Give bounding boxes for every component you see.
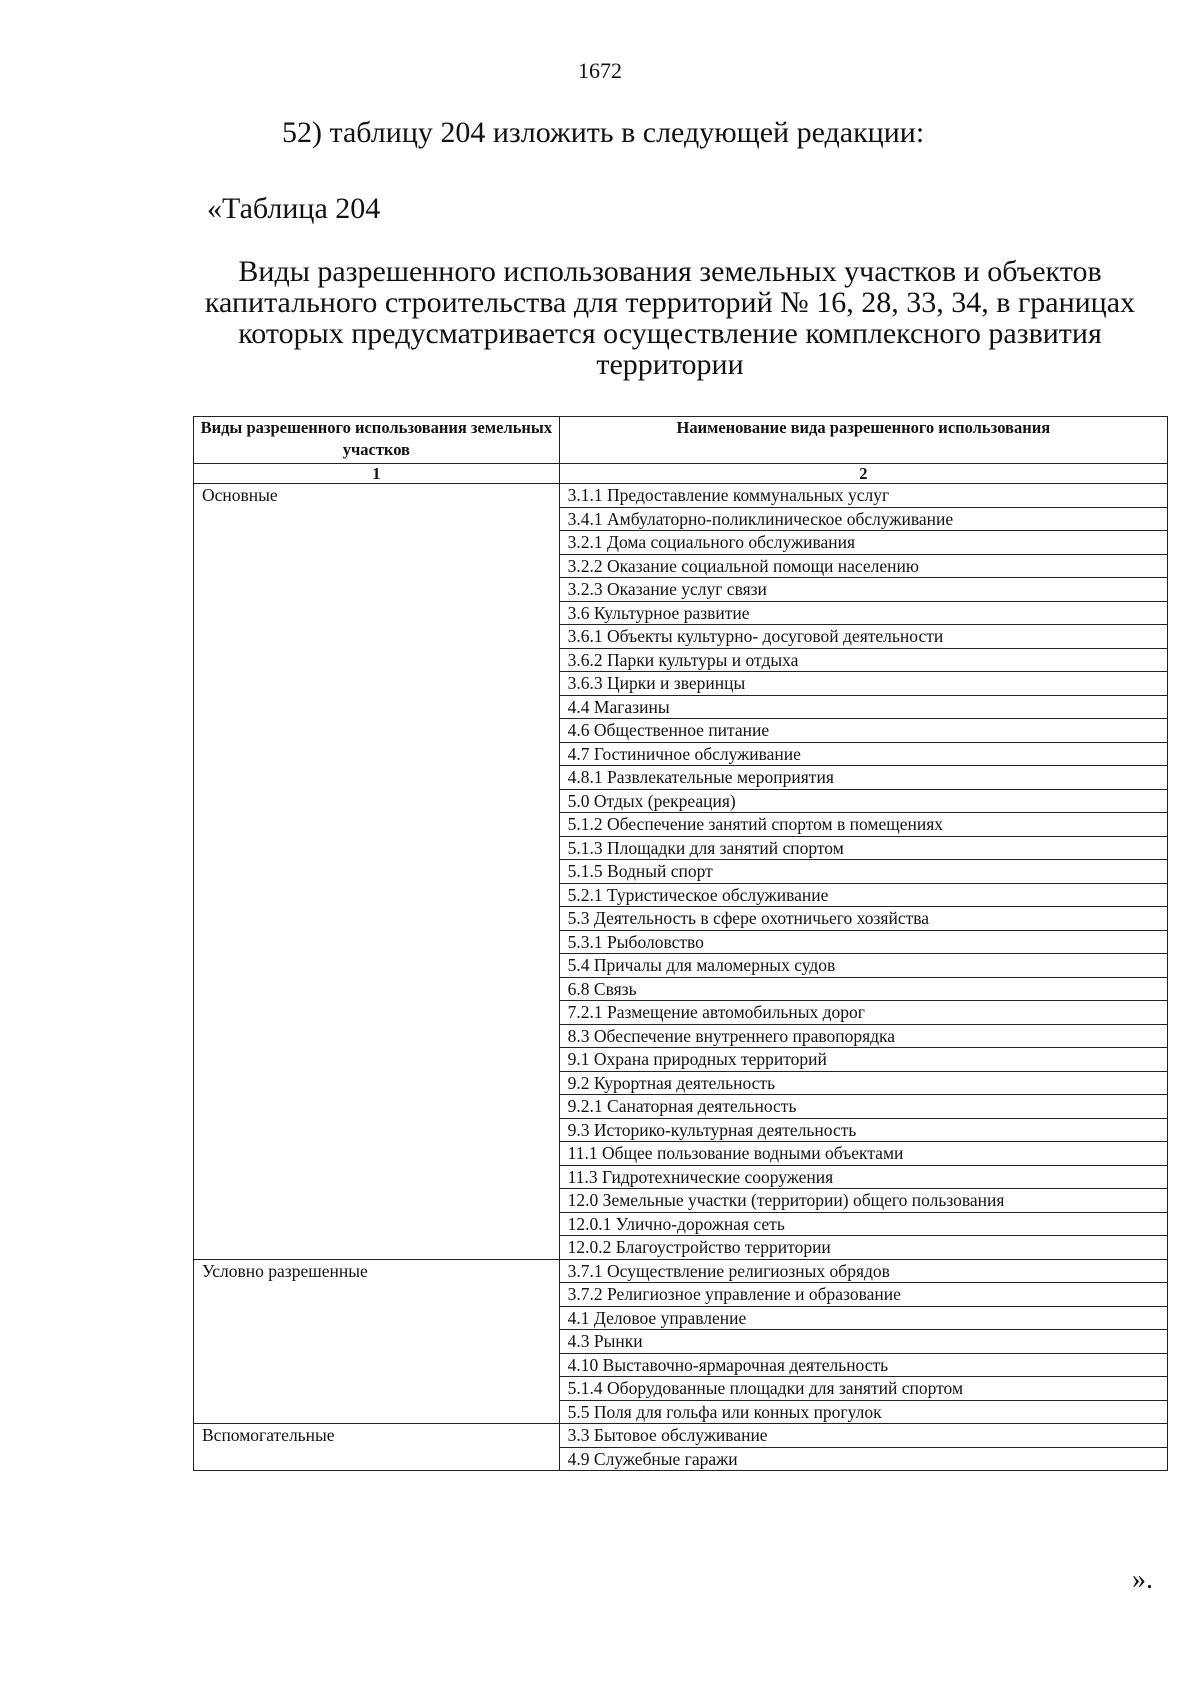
use-type-cell: 5.5 Поля для гольфа или конных прогулок xyxy=(559,1400,1167,1424)
use-type-cell: 4.4 Магазины xyxy=(559,695,1167,719)
use-type-cell: 5.3 Деятельность в сфере охотничьего хозяйства xyxy=(559,907,1167,931)
use-type-cell: 3.2.3 Оказание услуг связи xyxy=(559,578,1167,602)
land-use-table xyxy=(193,416,1168,1471)
use-type-cell: 6.8 Связь xyxy=(559,977,1167,1001)
table-caption xyxy=(200,256,1140,380)
use-type-cell: 5.1.3 Площадки для занятий спортом xyxy=(559,836,1167,860)
use-type-cell: 7.2.1 Размещение автомобильных дорог xyxy=(559,1001,1167,1025)
group-name: Условно разрешенные xyxy=(194,1259,560,1424)
use-type-cell: 3.2.1 Дома социального обслуживания xyxy=(559,531,1167,555)
use-type-cell: 3.6 Культурное развитие xyxy=(559,601,1167,625)
use-type-cell: 4.3 Рынки xyxy=(559,1330,1167,1354)
use-type-cell: 11.3 Гидротехнические сооружения xyxy=(559,1165,1167,1189)
use-type-cell: 4.7 Гостиничное обслуживание xyxy=(559,742,1167,766)
use-type-cell: 3.6.1 Объекты культурно- досуговой деятельности xyxy=(559,625,1167,649)
caption-line: территории xyxy=(596,348,744,381)
use-type-cell: 4.8.1 Развлекательные мероприятия xyxy=(559,766,1167,790)
use-type-cell: 3.1.1 Предоставление коммунальных услуг xyxy=(559,484,1167,508)
use-type-cell: 3.4.1 Амбулаторно-поликлиническое обслуживание xyxy=(559,507,1167,531)
group-name: Основные xyxy=(194,484,560,1260)
table-row xyxy=(194,484,1168,508)
header-row xyxy=(194,417,1168,464)
header-land-use-types: Виды разрешенного использования земельных участков xyxy=(194,417,560,464)
caption-line: которых предусматривается осуществление комплексного развития xyxy=(238,317,1102,350)
use-type-cell: 4.9 Служебные гаражи xyxy=(559,1447,1167,1471)
table-row xyxy=(194,1424,1168,1448)
use-type-cell: 9.1 Охрана природных территорий xyxy=(559,1048,1167,1072)
use-type-cell: 5.2.1 Туристическое обслуживание xyxy=(559,883,1167,907)
table-row xyxy=(194,1259,1168,1283)
column-number-row xyxy=(194,464,1168,484)
caption-line: капитального строительства для территорий № 16, 28, 33, 34, в границах xyxy=(204,286,1136,319)
caption-line: Виды разрешенного использования земельных участков и объектов xyxy=(238,255,1102,288)
instruction-text: 52) таблицу 204 изложить в следующей редакции: xyxy=(282,116,925,149)
use-type-cell: 5.1.4 Оборудованные площадки для занятий спортом xyxy=(559,1377,1167,1401)
table-label: «Таблица 204 xyxy=(207,192,381,225)
column-number: 1 xyxy=(194,464,560,484)
use-type-cell: 12.0.2 Благоустройство территории xyxy=(559,1236,1167,1260)
use-type-cell: 12.0.1 Улично-дорожная сеть xyxy=(559,1212,1167,1236)
use-type-cell: 3.6.3 Цирки и зверинцы xyxy=(559,672,1167,696)
header-use-name: Наименование вида разрешенного использования xyxy=(559,417,1167,464)
use-type-cell: 9.3 Историко-культурная деятельность xyxy=(559,1118,1167,1142)
page-number: 1672 xyxy=(578,58,622,83)
column-number: 2 xyxy=(559,464,1167,484)
use-type-cell: 3.7.1 Осуществление религиозных обрядов xyxy=(559,1259,1167,1283)
use-type-cell: 9.2 Курортная деятельность xyxy=(559,1071,1167,1095)
use-type-cell: 4.10 Выставочно-ярмарочная деятельность xyxy=(559,1353,1167,1377)
closing-quote: ». xyxy=(1132,1564,1153,1595)
use-type-cell: 12.0 Земельные участки (территории) общего пользования xyxy=(559,1189,1167,1213)
use-type-cell: 5.1.2 Обеспечение занятий спортом в помещениях xyxy=(559,813,1167,837)
use-type-cell: 11.1 Общее пользование водными объектами xyxy=(559,1142,1167,1166)
use-type-cell: 3.2.2 Оказание социальной помощи населению xyxy=(559,554,1167,578)
use-type-cell: 5.4 Причалы для маломерных судов xyxy=(559,954,1167,978)
use-type-cell: 5.1.5 Водный спорт xyxy=(559,860,1167,884)
use-type-cell: 3.3 Бытовое обслуживание xyxy=(559,1424,1167,1448)
use-type-cell: 5.3.1 Рыболовство xyxy=(559,930,1167,954)
use-type-cell: 3.7.2 Религиозное управление и образование xyxy=(559,1283,1167,1307)
use-type-cell: 4.1 Деловое управление xyxy=(559,1306,1167,1330)
group-name: Вспомогательные xyxy=(194,1424,560,1471)
use-type-cell: 9.2.1 Санаторная деятельность xyxy=(559,1095,1167,1119)
use-type-cell: 5.0 Отдых (рекреация) xyxy=(559,789,1167,813)
use-type-cell: 3.6.2 Парки культуры и отдыха xyxy=(559,648,1167,672)
use-type-cell: 8.3 Обеспечение внутреннего правопорядка xyxy=(559,1024,1167,1048)
use-type-cell: 4.6 Общественное питание xyxy=(559,719,1167,743)
